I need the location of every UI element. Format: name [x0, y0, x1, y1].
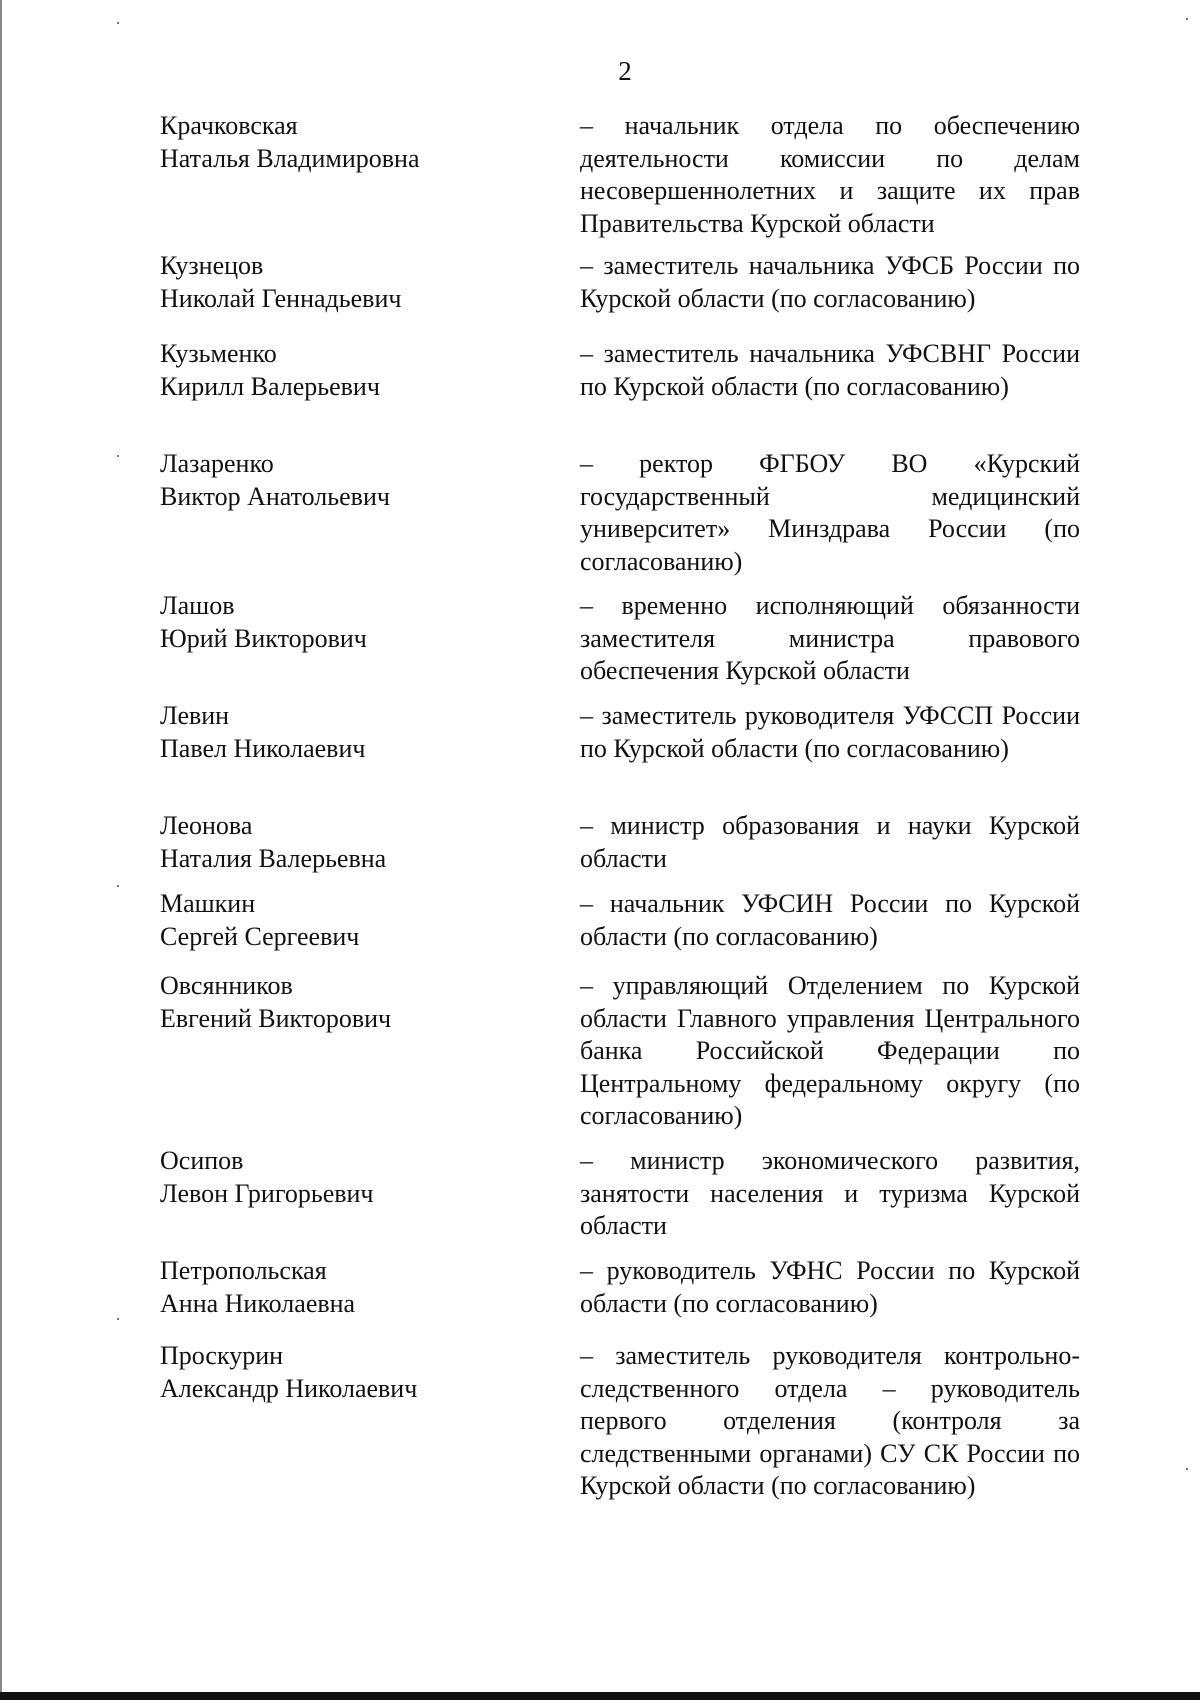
member-given-names: Наталья Владимировна — [160, 143, 420, 173]
member-surname: Лашов — [160, 591, 235, 620]
member-position: – временно исполняющий обязанности заместителя министра правового обеспечения Курской области — [580, 591, 1080, 685]
member-name — [160, 110, 560, 175]
member-given-names: Николай Геннадьевич — [160, 283, 402, 313]
member-surname: Машкин — [160, 889, 256, 918]
member-name — [160, 970, 560, 1035]
member-surname: Лазаренко — [160, 449, 274, 478]
member-position: – заместитель руководителя УФССП России по Курской области (по согласованию) — [580, 701, 1080, 763]
member-surname: Петропольская — [160, 1256, 327, 1285]
member-position: – начальник отдела по обеспечению деятельности комиссии по делам несовершеннолетних и защите их прав Правительства Курской области — [580, 111, 1080, 238]
member-name — [160, 700, 560, 765]
scan-speck — [1186, 1468, 1188, 1470]
page-edge-left — [0, 0, 2, 1700]
member-given-names: Сергей Сергеевич — [160, 921, 360, 951]
member-surname: Овсянников — [160, 971, 293, 1000]
member-name — [160, 1255, 560, 1320]
member-position: – начальник УФСИН России по Курской области (по согласованию) — [580, 889, 1080, 951]
member-position: – заместитель руководителя контрольно-следственного отдела – руководитель первого отделения (контроля за следственными органами) СУ СК России по Курской области (по согласованию) — [580, 1341, 1080, 1500]
scan-speck — [117, 22, 119, 24]
member-given-names: Павел Николаевич — [160, 733, 366, 763]
member-given-names: Наталия Валерьевна — [160, 843, 387, 873]
scan-speck — [1186, 18, 1188, 20]
member-given-names: Юрий Викторович — [160, 623, 367, 653]
member-name — [160, 1340, 560, 1405]
member-given-names: Александр Николаевич — [160, 1373, 418, 1403]
scan-speck — [117, 1318, 119, 1320]
member-name — [160, 590, 560, 655]
scan-speck — [117, 885, 119, 887]
member-name — [160, 888, 560, 953]
member-name — [160, 1145, 560, 1210]
member-surname: Крачковская — [160, 111, 298, 140]
member-given-names: Анна Николаевна — [160, 1288, 356, 1318]
member-given-names: Евгений Викторович — [160, 1003, 392, 1033]
member-name — [160, 448, 560, 513]
member-surname: Левин — [160, 701, 230, 730]
member-position: – управляющий Отделением по Курской области Главного управления Центрального банка Российской Федерации по Центральному федеральному округу (по согласованию) — [580, 971, 1080, 1130]
member-position: – министр экономического развития, занятости населения и туризма Курской области — [580, 1146, 1080, 1240]
member-given-names: Виктор Анатольевич — [160, 481, 390, 511]
member-surname: Кузьменко — [160, 339, 277, 368]
scan-speck — [117, 455, 119, 457]
member-position: – заместитель начальника УФСБ России по Курской области (по согласованию) — [580, 251, 1080, 313]
member-position: – министр образования и науки Курской области — [580, 811, 1080, 873]
member-position: – ректор ФГБОУ ВО «Курский государственный медицинский университет» Минздрава России (по согласованию) — [580, 449, 1080, 576]
member-surname: Проскурин — [160, 1341, 284, 1370]
member-surname: Леонова — [160, 811, 253, 840]
page-edge-bottom — [0, 1692, 1200, 1700]
member-position: – руководитель УФНС России по Курской области (по согласованию) — [580, 1256, 1080, 1318]
member-name — [160, 338, 560, 403]
member-surname: Осипов — [160, 1146, 244, 1175]
member-name — [160, 810, 560, 875]
member-name — [160, 250, 560, 315]
member-given-names: Левон Григорьевич — [160, 1178, 374, 1208]
member-position: – заместитель начальника УФСВНГ России по Курской области (по согласованию) — [580, 339, 1080, 401]
page-number: 2 — [618, 56, 632, 86]
member-surname: Кузнецов — [160, 251, 264, 280]
member-given-names: Кирилл Валерьевич — [160, 371, 380, 401]
